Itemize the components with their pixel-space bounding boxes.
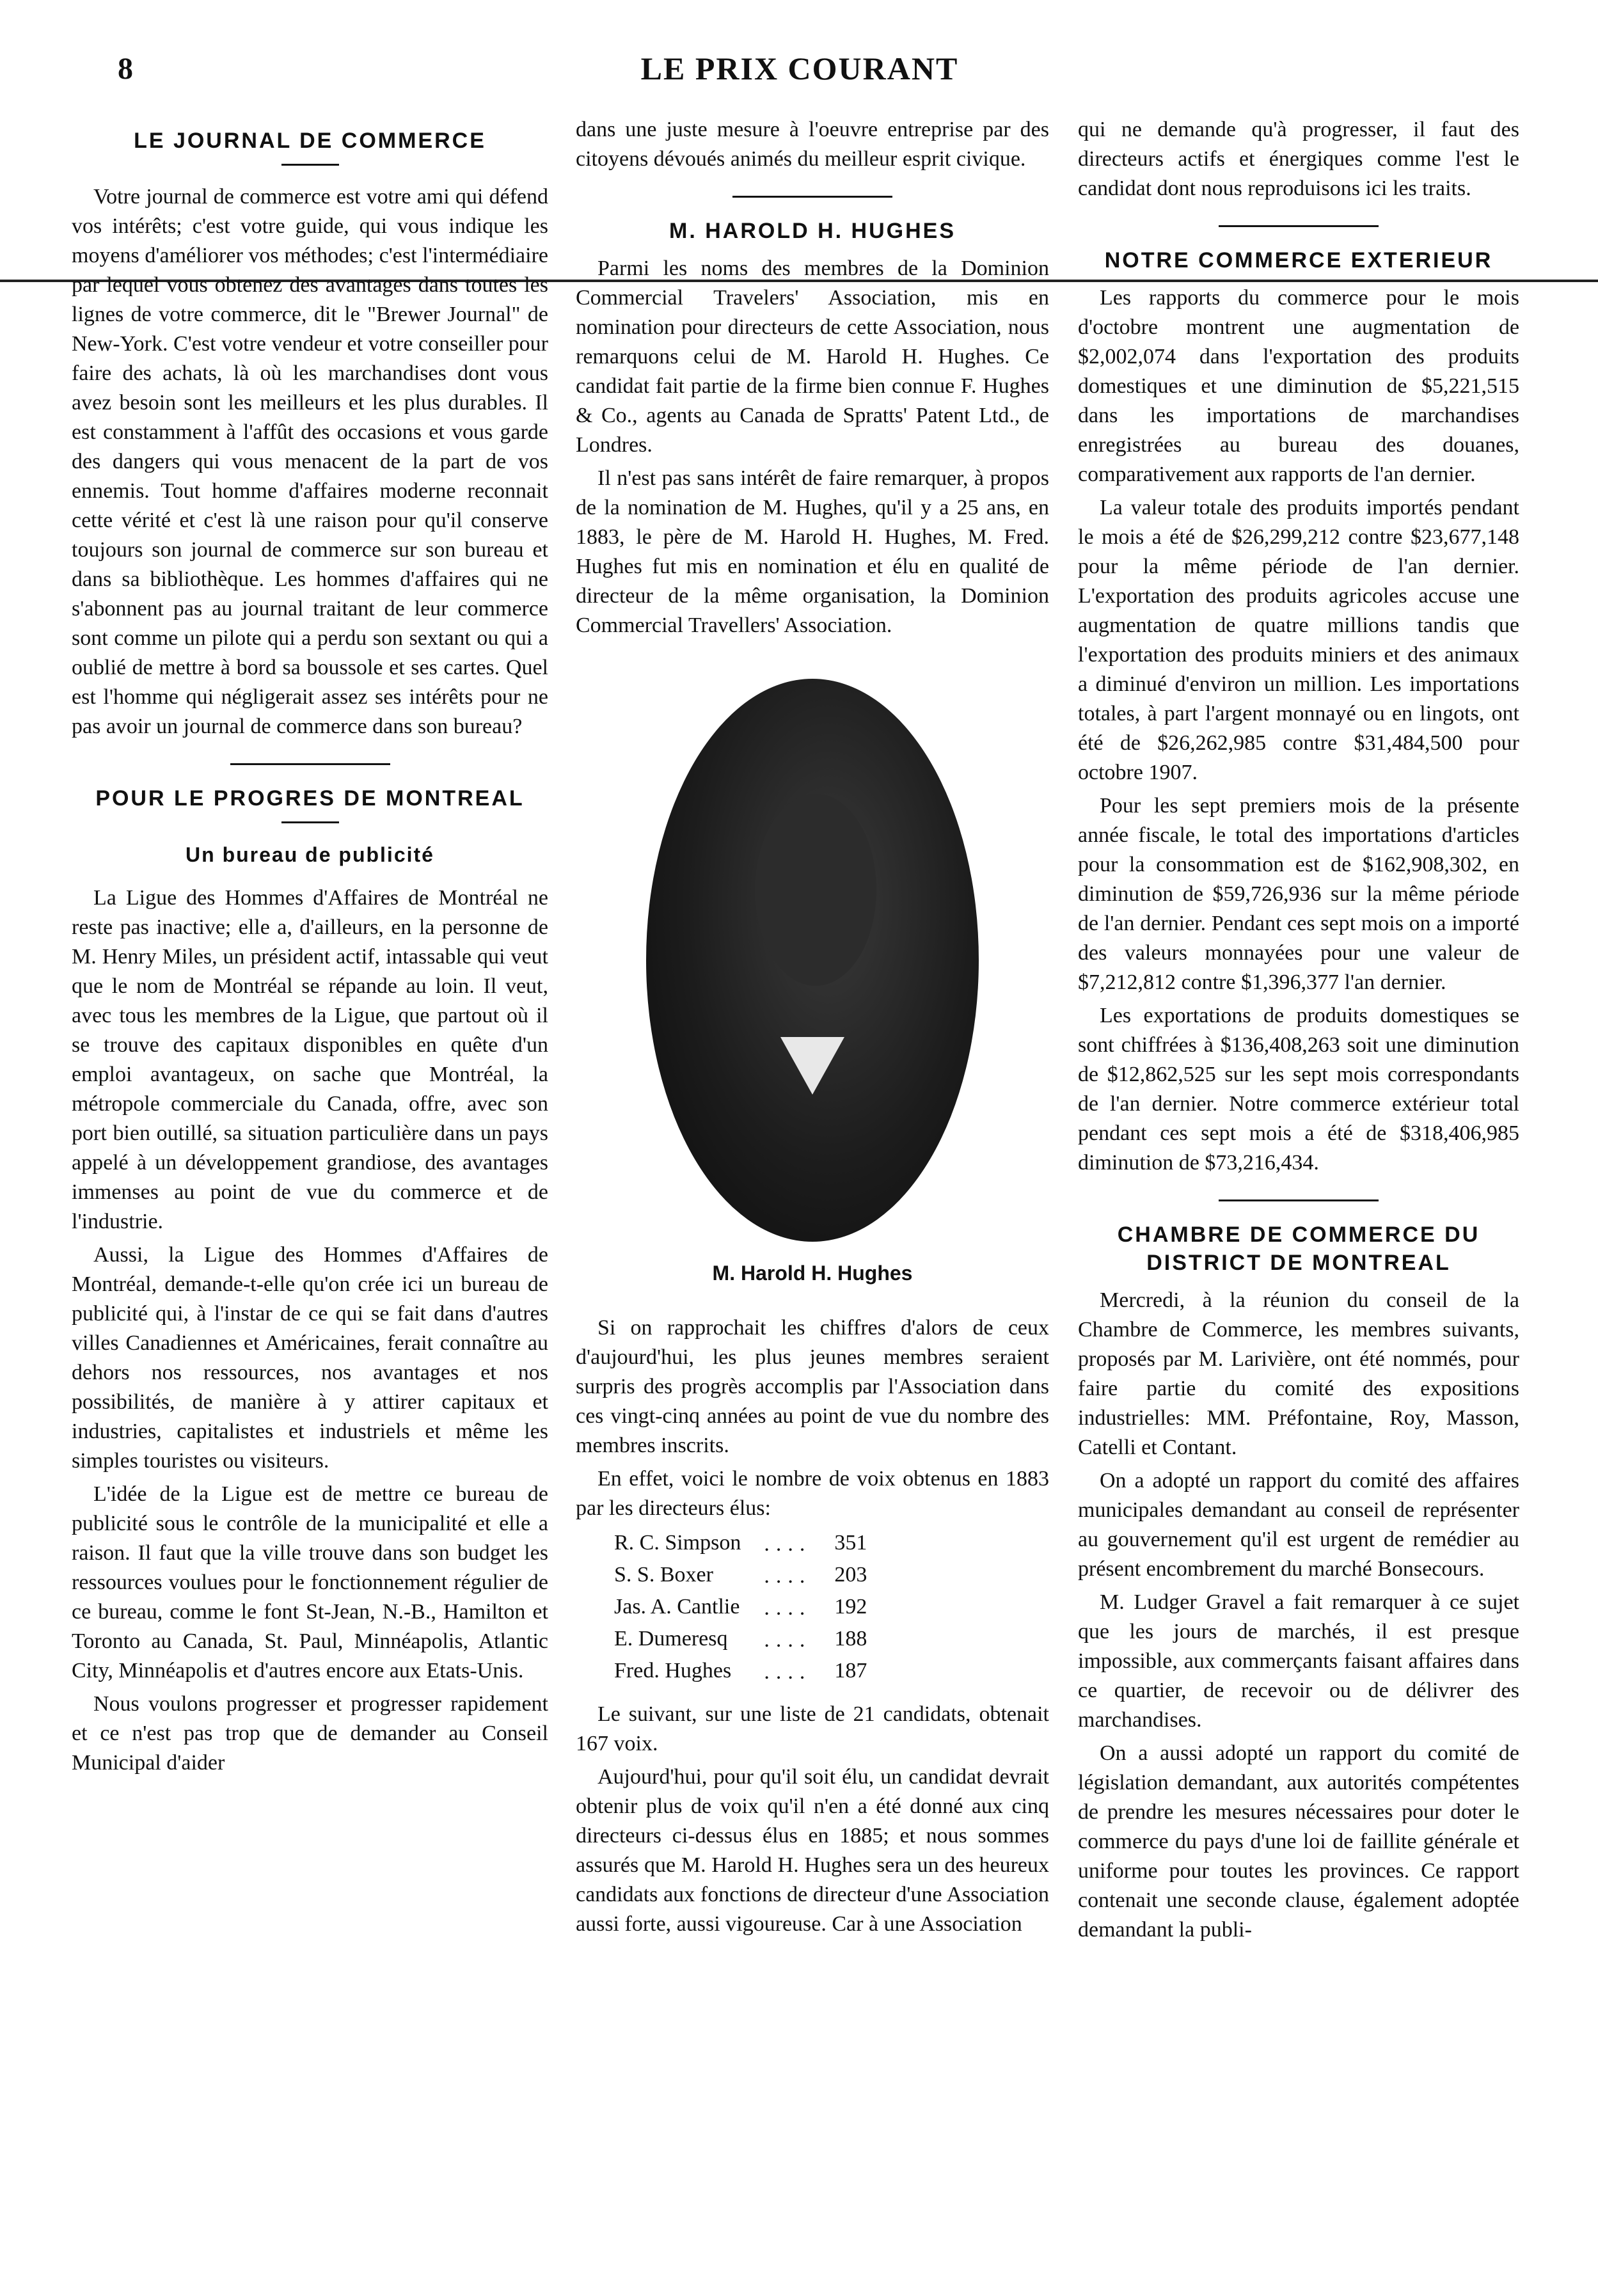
paragraph: Les rapports du commerce pour le mois d'octobre montrent une augmentation de $2,002,074 dans l'exportation des produits domestiques et une diminution de $5,221,515 dans les importations de marchandises enregistrées au bureau des douanes, comparativement aux rapports de l'an dernier. — [1078, 286, 1519, 486]
vote-count: 203 — [834, 1563, 867, 1587]
title-rule — [281, 164, 339, 166]
paragraph: Mercredi, à la réunion du conseil de la Chambre de Commerce, les membres suivants, proposés par M. Larivière, ont été nommés, pour faire partie du comité des expositions industrielles: MM. Préfontaine, Roy, Masson, Catelli et Contant. — [1078, 1288, 1519, 1459]
separator-rule — [1219, 225, 1379, 227]
paragraph: En effet, voici le nombre de voix obtenus en 1883 par les directeurs élus: — [576, 1467, 1049, 1520]
vote-name: R. C. Simpson — [614, 1531, 741, 1555]
leader-dots: .... — [764, 1660, 812, 1684]
portrait-figure — [576, 679, 1049, 1242]
vote-count: 187 — [834, 1659, 867, 1682]
column-middle — [576, 115, 1049, 1943]
separator-rule — [1219, 1199, 1379, 1201]
paragraph: La Ligue des Hommes d'Affaires de Montréal ne reste pas inactive; elle a, d'ailleurs, en la personne de M. Henry Miles, un président actif, intassable qui veut que le nom de Montréal se répande au loin. Il veut, avec tous les membres de la Ligue, que partout où il se trouve des capitaux disponibles en quête d'un emploi avantageux, on sache que Montréal, la métropole commerciale du Canada, offre, avec son port bien outillé, sa situation particulière dans un pays appelé à un développement grandiose, des avantages immenses au point de vue du commerce et de l'industrie. — [72, 886, 548, 1233]
paragraph: On a adopté un rapport du comité des affaires municipales demandant au conseil de représenter au gouvernement qu'il est urgent de remédier au présent encombrement du marché Bonsecours. — [1078, 1469, 1519, 1581]
paragraph: Aussi, la Ligue des Hommes d'Affaires de Montréal, demande-t-elle qu'on crée ici un bureau de publicité qui, à l'instar de ce qui se fait dans d'autres villes Canadiennes et Américaines, ferait connaître au dehors nos ressources, nos avantages et nos possibilités, de manière à y attirer capitaux et industries, capitalistes et industriels et même les simples touristes ou visiteurs. — [72, 1243, 548, 1473]
paragraph-continuation: dans une juste mesure à l'oeuvre entreprise par des citoyens dévoués animés du meilleur esprit civique. — [576, 118, 1049, 171]
table-row — [614, 1656, 867, 1688]
leader-dots: .... — [764, 1564, 812, 1588]
page-number: 8 — [118, 52, 133, 86]
portrait-caption: M. Harold H. Hughes — [712, 1262, 913, 1285]
vote-name: S. S. Boxer — [614, 1563, 713, 1587]
article-title-chambre: CHAMBRE DE COMMERCE DU DISTRICT DE MONTREAL — [1117, 1223, 1480, 1275]
column-right — [1078, 115, 1519, 1949]
leader-dots: .... — [764, 1628, 812, 1652]
table-row — [614, 1592, 867, 1624]
vote-name: Fred. Hughes — [614, 1659, 732, 1682]
article-title-exterieur: NOTRE COMMERCE EXTERIEUR — [1104, 248, 1493, 273]
paragraph-continuation: qui ne demande qu'à progresser, il faut des directeurs actifs et énergiques comme l'est le candidat dont nous reproduisons ici les traits. — [1078, 118, 1519, 200]
leader-dots: .... — [764, 1532, 812, 1556]
article-subtitle: Un bureau de publicité — [186, 843, 434, 866]
votes-table — [614, 1528, 867, 1688]
paragraph: Il n'est pas sans intérêt de faire remarquer, à propos de la nomination de M. Hughes, qu'il y a 25 ans, en 1883, le père de M. Harold H. Hughes, M. Fred. Hughes fut mis en nomination et élu en qualité de directeur de la même organisation, la Dominion Commercial Travellers' Association. — [576, 466, 1049, 637]
portrait-collar — [780, 1037, 844, 1095]
column-left — [72, 115, 548, 1782]
separator-rule — [230, 763, 390, 765]
separator-rule — [732, 196, 892, 198]
table-row — [614, 1624, 867, 1656]
vote-name: E. Dumeresq — [614, 1627, 728, 1651]
paragraph: Parmi les noms des membres de la Dominion Commercial Travelers' Association, mis en nomination pour directeurs de cette Association, nous remarquons celui de M. Harold H. Hughes. Ce candidat fait partie de la firme bien connue F. Hughes & Co., agents au Canada de Spratts' Patent Ltd., de Londres. — [576, 257, 1049, 457]
paragraph: Nous voulons progresser et progresser rapidement et ce n'est pas trop que de demander au Conseil Municipal d'aider — [72, 1692, 548, 1775]
vote-name: Jas. A. Cantlie — [614, 1595, 740, 1619]
vote-count: 192 — [834, 1595, 867, 1619]
article-title-progres: POUR LE PROGRES DE MONTREAL — [95, 786, 525, 811]
paragraph: Les exportations de produits domestiques se sont chiffrées à $136,408,263 soit une diminution de $12,862,525 sur les sept mois correspondants de l'an dernier. Notre commerce extérieur total pendant ces sept mois a été de $318,406,985 diminution de $73,216,434. — [1078, 1004, 1519, 1175]
table-row — [614, 1528, 867, 1560]
paragraph: On a aussi adopté un rapport du comité de législation demandant, aux autorités compétentes de prendre les mesures nécessaires pour doter le commerce du pays d'une loi de faillite générale et uniforme pour toutes les provinces. Ce rapport contenait une seconde clause, également adoptée demandant la publi- — [1078, 1741, 1519, 1942]
paragraph: Le suivant, sur une liste de 21 candidats, obtenait 167 voix. — [576, 1702, 1049, 1755]
paragraph: La valeur totale des produits importés pendant le mois a été de $26,299,212 contre $23,677,148 pour la même période de l'an dernier. L'exportation des produits agricoles accuse une augmentation de quatre millions tandis que l'exportation des produits miniers et des animaux a diminué d'environ un million. Les importations totales, à part l'argent monnayé ou en lingots, ont été de $26,262,985 contre $31,484,500 pour octobre 1907. — [1078, 496, 1519, 784]
table-row — [614, 1560, 867, 1592]
paragraph: Pour les sept premiers mois de la présente année fiscale, le total des importations d'articles pour la consommation est de $162,908,302, en diminution de $59,726,936 sur la même période de l'an dernier. Pendant ces sept mois on a importé des valeurs monnayées pour une valeur de $7,212,812 contre $1,396,377 l'an dernier. — [1078, 794, 1519, 994]
portrait-photo — [646, 679, 979, 1242]
portrait-face — [755, 794, 876, 986]
article-title-hughes: M. HAROLD H. HUGHES — [669, 219, 956, 243]
paragraph: M. Ludger Gravel a fait remarquer à ce sujet que les jours de marchés, il est presque impossible, aux commerçants faisant affaires dans ce quartier, de recevoir ou de délivrer des marchandises. — [1078, 1590, 1519, 1732]
paragraph: L'idée de la Ligue est de mettre ce bureau de publicité sous le contrôle de la municipalité et elle a raison. Il faut que la ville trouve dans son budget les ressources voulues pour le fonctionnement régulier de ce bureau, comme le font St-Jean, N.-B., Hamilton et Toronto au Canada, St. Paul, Minnéapolis, Atlantic City, Minnéapolis et d'autres encore aux Etats-Unis. — [72, 1482, 548, 1682]
vote-count: 188 — [834, 1627, 867, 1651]
paragraph: Aujourd'hui, pour qu'il soit élu, un candidat devrait obtenir plus de voix qu'il n'en a été donné aux cinq directeurs ci-dessus élus en 1885; et nous sommes assurés que M. Harold H. Hughes sera un des heureux candidats aux fonctions de directeur d'une Association aussi forte, aussi vigoureuse. Car à une Association — [576, 1765, 1049, 1936]
title-rule — [281, 821, 339, 823]
leader-dots: .... — [764, 1596, 812, 1620]
paragraph: Si on rapprochait les chiffres d'alors de ceux d'aujourd'hui, les plus jeunes membres seraient surpris des progrès accomplis par l'Association dans ces vingt-cinq années au point de vue du nombre des membres inscrits. — [576, 1316, 1049, 1457]
masthead: LE PRIX COURANT — [640, 51, 959, 86]
vote-count: 351 — [834, 1531, 867, 1555]
paragraph: Votre journal de commerce est votre ami qui défend vos intérêts; c'est votre guide, qui vous indique les moyens d'améliorer vos méthodes; c'est l'intermédiaire par lequel vous obtenez des avantages dans toutes les lignes de votre commerce, dit le "Brewer Journal" de New-York. C'est votre vendeur et votre conseiller pour faire des achats, là où les marchandises dont vous avez besoin sont les meilleurs et les plus durables. Il est constamment à l'affût des occasions et vous garde des dangers qui vous menacent de la part de vos ennemis. Tout homme d'affaires moderne reconnait cette vérité et c'est là une raison pour qu'il conserve toujours son journal de commerce sur son bureau et dans sa bibliothèque. Les hommes d'affaires qui ne s'abonnent pas au journal traitant de leur commerce sont comme un pilote qui a perdu son sextant ou qui a oublié de mettre à bord sa boussole et ses cartes. Quel est l'homme qui négligerait assez ses intérêts pour ne pas avoir un journal de commerce dans son bureau? — [72, 185, 548, 738]
article-title-journal: LE JOURNAL DE COMMERCE — [134, 129, 486, 153]
